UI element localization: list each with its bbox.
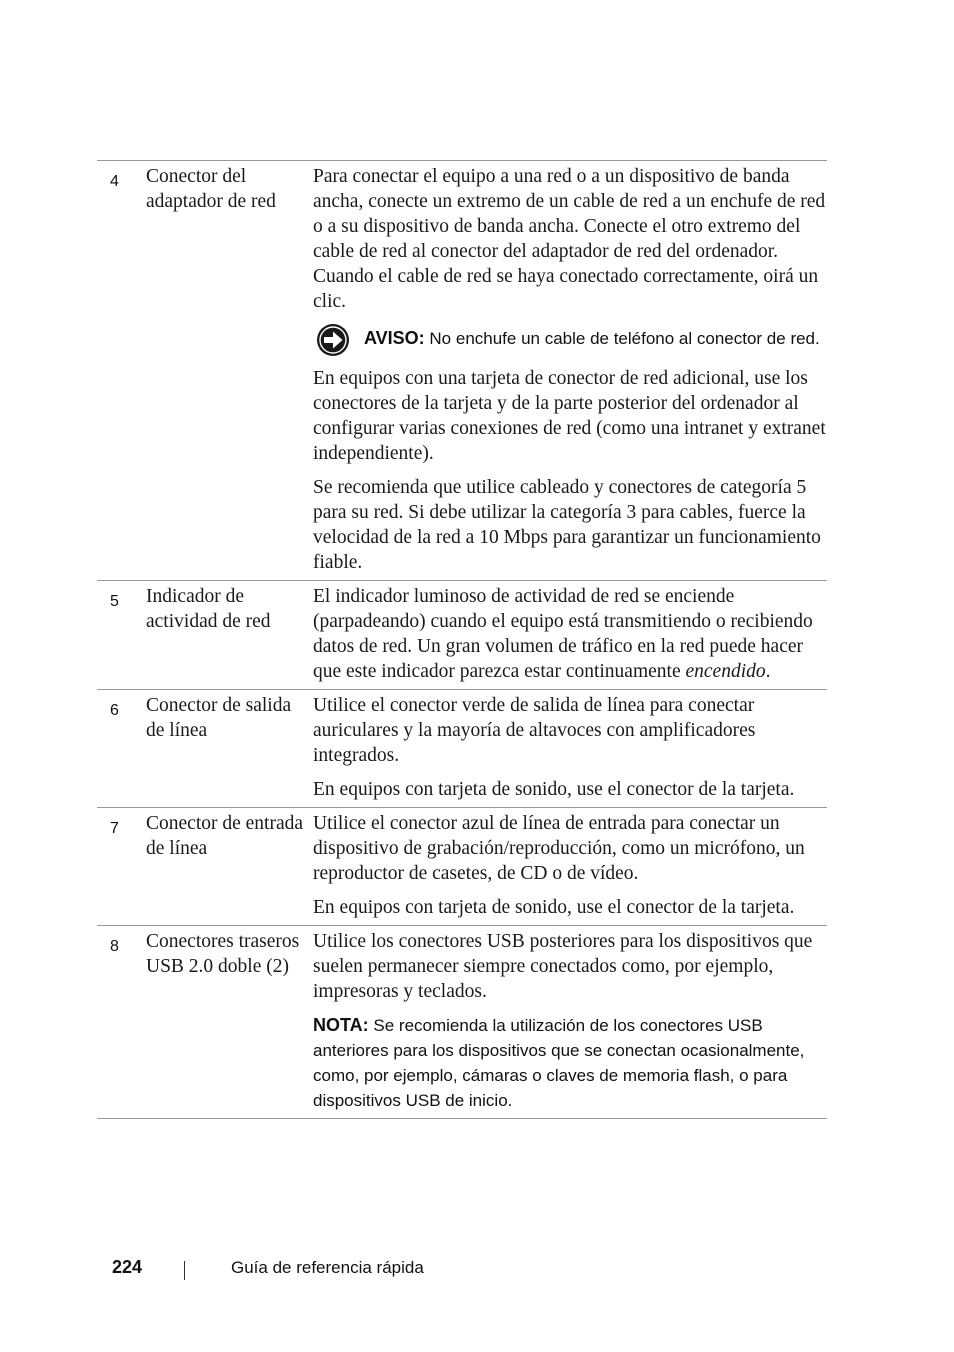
item-name: Conectores traseros USB 2.0 doble (2) (146, 931, 300, 977)
description-paragraph: Utilice el conector azul de línea de entrada para conectar un dispositivo de grabación/reproducción, como un micrófono, un reproductor de casetes, de CD o de vídeo. (313, 813, 805, 884)
item-description (313, 808, 827, 926)
footer-title: Guía de referencia rápida (231, 1258, 424, 1277)
notice-title: AVISO: (364, 328, 425, 348)
footer-divider (184, 1261, 185, 1280)
description-paragraph: Para conectar el equipo a una red o a un dispositivo de banda ancha, conecte un extremo de un cable de red a un enchufe de red o a su dispositivo de banda ancha. Conecte el otro extremo del cable de red al conector del adaptador de red del ordenador. Cuando el cable de red se haya conectado correctamente, oirá un clic. (313, 166, 826, 312)
description-paragraph: En equipos con tarjeta de sonido, use el conector de la tarjeta. (313, 897, 795, 918)
item-name: Conector del adaptador de red (146, 166, 276, 212)
table-row (97, 161, 827, 581)
description-paragraph (313, 584, 827, 684)
notice-body: No enchufe un cable de teléfono al conector de red. (429, 329, 820, 348)
notice-arrow-icon (316, 323, 350, 357)
item-number: 7 (110, 820, 119, 837)
description-paragraph: En equipos con una tarjeta de conector de red adicional, use los conectores de la tarjeta y de la parte posterior del ordenador al configurar varias conexiones de red (como una intranet y extranet independiente). (313, 368, 826, 464)
description-paragraph: Utilice el conector verde de salida de línea para conectar auriculares y la mayoría de altavoces con amplificadores integrados. (313, 695, 756, 766)
connector-table (97, 160, 827, 1119)
description-text-end: . (765, 661, 771, 682)
notice-text (364, 323, 820, 351)
description-paragraph: Utilice los conectores USB posteriores para los dispositivos que suelen permanecer siempre conectados como, por ejemplo, impresoras y teclados. (313, 931, 813, 1002)
item-description (313, 926, 827, 1119)
table-row (97, 808, 827, 926)
item-name: Indicador de actividad de red (146, 586, 271, 632)
item-number: 5 (110, 593, 119, 610)
note-body: Se recomienda la utilización de los conectores USB anteriores para los dispositivos que se conectan ocasionalmente, como, por ejemplo, cámaras o claves de memoria flash, o para dispositivos USB de inicio. (313, 1016, 805, 1110)
item-name: Conector de entrada de línea (146, 813, 304, 859)
table-row (97, 690, 827, 808)
description-emphasis: encendido (685, 661, 766, 682)
notice-box (313, 323, 827, 357)
item-name: Conector de salida de línea (146, 695, 292, 741)
item-number: 4 (110, 173, 119, 190)
description-text: El indicador luminoso de actividad de red se enciende (parpadeando) cuando el equipo está transmitiendo o recibiendo datos de red. Un gran volumen de tráfico en la red puede hacer que este indicador parezca estar continuamente (313, 586, 813, 682)
description-paragraph: Se recomienda que utilice cableado y conectores de categoría 5 para su red. Si debe utilizar la categoría 3 para cables, fuerce la velocidad de la red a 10 Mbps para garantizar un funcionamiento fiable. (313, 477, 821, 573)
table-row (97, 926, 827, 1119)
item-description (313, 581, 827, 690)
page-number: 224 (112, 1257, 143, 1277)
item-number: 8 (110, 938, 119, 955)
note-box (313, 1013, 827, 1113)
note-title: NOTA: (313, 1015, 369, 1035)
item-description (313, 161, 827, 581)
item-description (313, 690, 827, 808)
item-number: 6 (110, 702, 119, 719)
table-row (97, 581, 827, 690)
description-paragraph: En equipos con tarjeta de sonido, use el conector de la tarjeta. (313, 779, 795, 800)
